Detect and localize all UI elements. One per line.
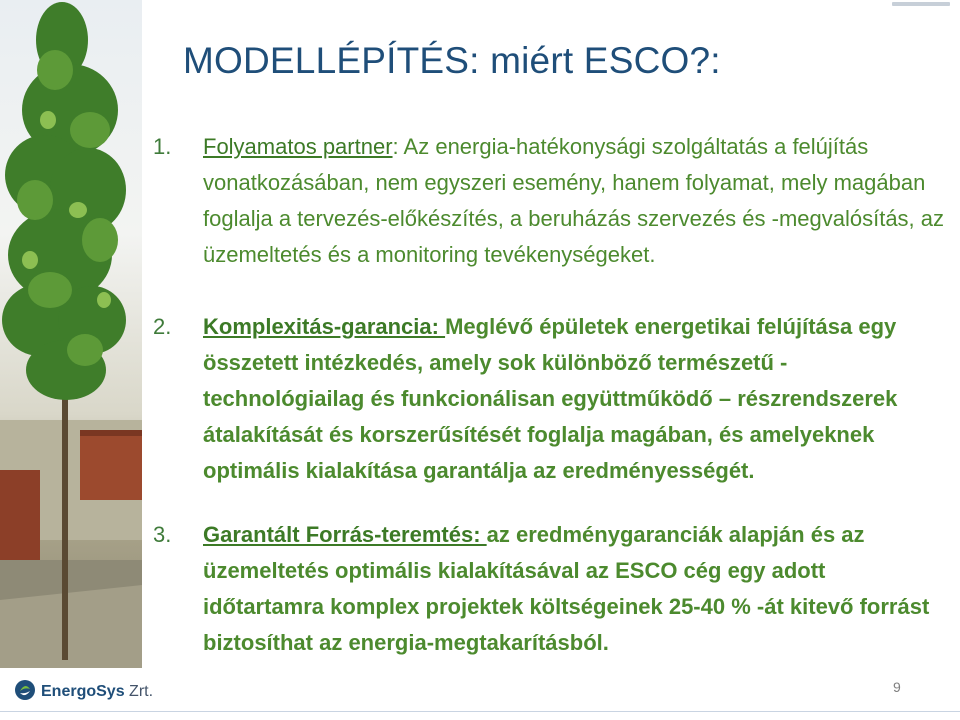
company-name-suffix: Zrt. (124, 683, 154, 700)
item-text (203, 517, 948, 661)
page-number: 9 (893, 679, 901, 695)
item-text (203, 129, 948, 273)
company-name-main: EnergoSys (41, 683, 125, 700)
item-number: 3. (153, 522, 172, 547)
item-body: : Az energia-hatékonysági szolgáltatás a felújítás vonatkozásában, nem egyszeri esemény, hanem folyamat, mely magában foglalja a tervezés-előkészítés, a beruházás szervezés és -megvalósítás, az üzemeltetés és a monitoring tevékenységeket. (203, 134, 945, 267)
item-heading: Komplexitás-garancia: (203, 314, 446, 339)
energosys-logo-icon (14, 679, 36, 706)
list-item-3 (153, 517, 948, 661)
slide-title: MODELLÉPÍTÉS: miért ESCO?: (183, 40, 721, 81)
item-text (203, 309, 948, 489)
tree-photo (0, 0, 142, 668)
item-body: az eredménygaranciák alapján és az üzemeltetés optimális kialakításával az ESCO cég egy adott időtartamra komplex projektek költségeinek 25-40 % -át kitevő forrást biztosíthat az energia-megtakarításból. (203, 522, 930, 655)
item-number: 1. (153, 134, 172, 159)
list-item-2 (153, 309, 948, 489)
corner-decoration (892, 2, 950, 6)
company-name (41, 683, 153, 701)
list-item-1 (153, 129, 948, 273)
item-number: 2. (153, 314, 172, 339)
item-heading: Folyamatos partner (203, 134, 393, 159)
company-logo (14, 680, 153, 704)
item-heading: Garantált Forrás-teremtés: (203, 522, 487, 547)
item-body: Meglévő épületek energetikai felújítása egy összetett intézkedés, amely sok különböző természetű - technológiailag és funkcionálisan együttműködő – részrendszerek átalakítását és korszerűsítését foglalja magában, és amelyeknek optimális kialakítása garantálja az eredményességét. (203, 314, 898, 483)
footer-divider (0, 711, 960, 712)
